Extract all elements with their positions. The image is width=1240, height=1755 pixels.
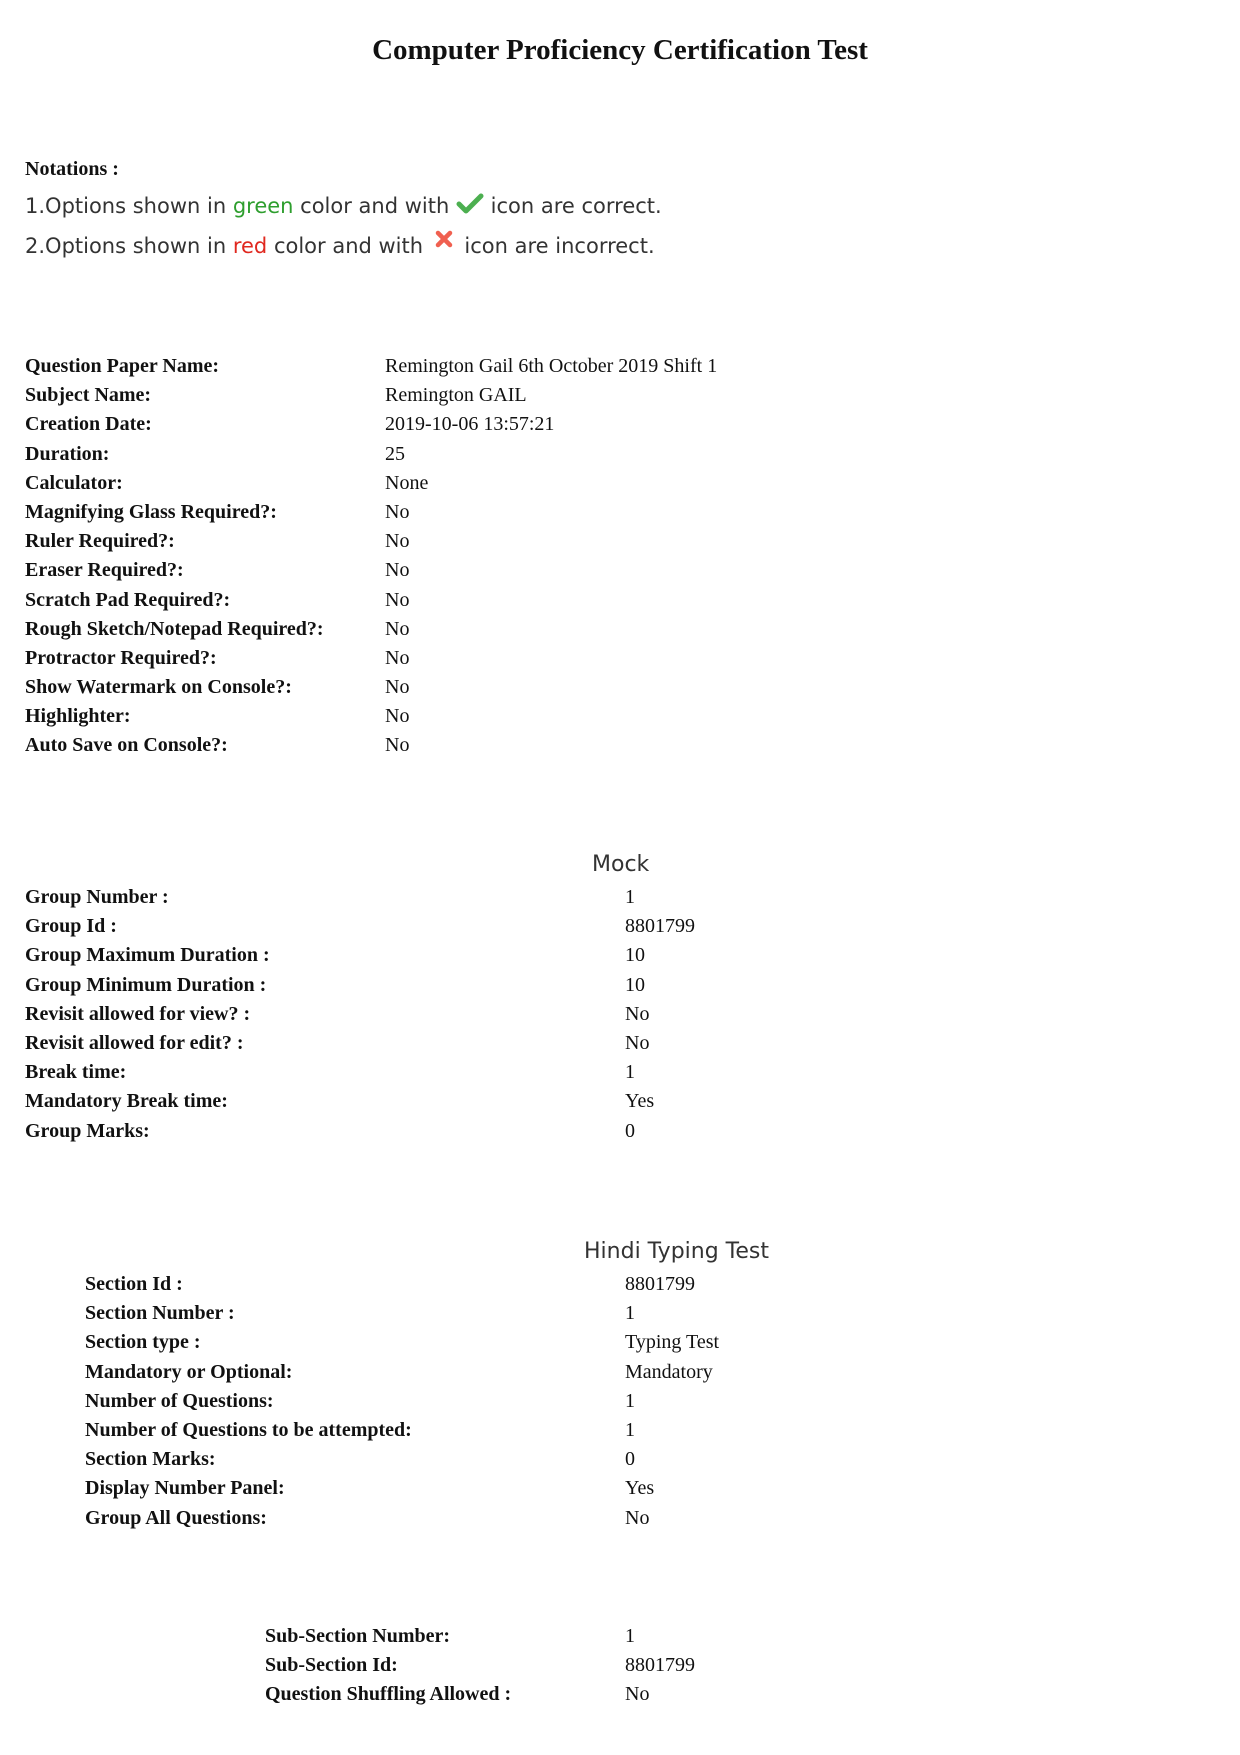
detail-value: No bbox=[385, 646, 410, 669]
detail-key: Question Shuffling Allowed : bbox=[265, 1683, 512, 1706]
detail-value: No bbox=[385, 588, 410, 611]
detail-key: Scratch Pad Required?: bbox=[25, 588, 231, 611]
detail-row bbox=[25, 352, 717, 381]
detail-key: Section Number : bbox=[85, 1302, 235, 1325]
detail-key: Protractor Required?: bbox=[25, 646, 217, 669]
section-heading: Hindi Typing Test bbox=[584, 1239, 770, 1264]
detail-row bbox=[25, 527, 717, 556]
detail-value: No bbox=[385, 559, 410, 582]
detail-key: Sub-Section Id: bbox=[265, 1654, 398, 1677]
detail-value: 10 bbox=[625, 973, 645, 996]
detail-value: None bbox=[385, 471, 429, 494]
detail-row bbox=[25, 1029, 695, 1058]
detail-row bbox=[25, 673, 717, 702]
detail-row bbox=[85, 1474, 719, 1503]
detail-value: No bbox=[385, 676, 410, 699]
detail-key: Rough Sketch/Notepad Required?: bbox=[25, 617, 324, 640]
detail-row bbox=[25, 586, 717, 615]
detail-value: No bbox=[385, 530, 410, 553]
detail-value: 0 bbox=[625, 1448, 635, 1471]
detail-key: Section Id : bbox=[85, 1273, 183, 1295]
notation-color-word-green: green bbox=[232, 194, 294, 218]
detail-row bbox=[25, 912, 695, 941]
detail-key: Magnifying Glass Required?: bbox=[25, 500, 277, 523]
detail-value: 1 bbox=[625, 1418, 635, 1441]
detail-key: Question Paper Name: bbox=[25, 355, 220, 377]
notation-color-word-red: red bbox=[232, 234, 268, 258]
detail-row bbox=[85, 1416, 719, 1445]
detail-row bbox=[25, 971, 695, 1000]
group-details bbox=[25, 883, 695, 1146]
detail-key: Mandatory or Optional: bbox=[85, 1360, 293, 1383]
detail-row bbox=[25, 381, 717, 410]
detail-row bbox=[85, 1328, 719, 1357]
detail-value: 10 bbox=[625, 944, 645, 967]
detail-row bbox=[25, 440, 717, 469]
detail-key: Display Number Panel: bbox=[85, 1477, 285, 1500]
detail-value: 8801799 bbox=[625, 1654, 695, 1677]
detail-value: Mandatory bbox=[625, 1360, 713, 1383]
detail-value: No bbox=[625, 1506, 650, 1529]
detail-value: No bbox=[385, 617, 410, 640]
detail-value: No bbox=[385, 500, 410, 523]
detail-value: No bbox=[625, 1683, 650, 1706]
notations-label: Notations : bbox=[25, 158, 119, 180]
detail-row bbox=[85, 1387, 719, 1416]
detail-key: Show Watermark on Console?: bbox=[25, 676, 292, 699]
detail-value: No bbox=[385, 734, 410, 757]
detail-value: Remington Gail 6th October 2019 Shift 1 bbox=[385, 355, 718, 377]
detail-key: Auto Save on Console?: bbox=[25, 734, 228, 757]
detail-key: Calculator: bbox=[25, 471, 123, 494]
detail-row bbox=[25, 410, 717, 439]
detail-value: 8801799 bbox=[625, 915, 695, 938]
detail-row bbox=[25, 731, 717, 760]
check-icon bbox=[456, 189, 484, 211]
subsection-details bbox=[265, 1622, 695, 1710]
detail-value: 25 bbox=[385, 442, 405, 465]
detail-key: Group Marks: bbox=[25, 1119, 150, 1142]
detail-value: No bbox=[625, 1031, 650, 1054]
notation-line-incorrect bbox=[25, 225, 662, 263]
cross-icon bbox=[430, 225, 458, 247]
detail-row bbox=[25, 644, 717, 673]
detail-row bbox=[85, 1504, 719, 1533]
detail-key: Mandatory Break time: bbox=[25, 1090, 228, 1113]
detail-key: Group Maximum Duration : bbox=[25, 944, 270, 967]
detail-row bbox=[85, 1299, 719, 1328]
detail-value: Yes bbox=[625, 1477, 655, 1500]
detail-row bbox=[265, 1680, 695, 1709]
detail-row bbox=[265, 1651, 695, 1680]
detail-value: 2019-10-06 13:57:21 bbox=[385, 413, 555, 436]
detail-key: Break time: bbox=[25, 1061, 127, 1084]
detail-key: Group Number : bbox=[25, 886, 169, 908]
detail-value: 1 bbox=[625, 1389, 635, 1412]
detail-key: Section Marks: bbox=[85, 1448, 216, 1471]
notation-text: 1.Options shown in bbox=[25, 194, 233, 218]
detail-row bbox=[25, 469, 717, 498]
detail-value: Typing Test bbox=[625, 1331, 720, 1354]
notation-text: icon are incorrect. bbox=[457, 234, 655, 258]
detail-key: Group Id : bbox=[25, 915, 117, 938]
detail-key: Group Minimum Duration : bbox=[25, 973, 267, 996]
detail-key: Creation Date: bbox=[25, 413, 152, 436]
detail-value: 1 bbox=[625, 1302, 635, 1325]
detail-row bbox=[25, 1000, 695, 1029]
group-heading: Mock bbox=[592, 852, 650, 877]
notation-line-correct bbox=[25, 187, 662, 225]
notation-text: color and with bbox=[267, 234, 430, 258]
notation-text: 2.Options shown in bbox=[25, 234, 233, 258]
detail-row bbox=[265, 1622, 695, 1651]
detail-row bbox=[25, 883, 695, 912]
detail-key: Revisit allowed for edit? : bbox=[25, 1031, 244, 1054]
detail-key: Sub-Section Number: bbox=[265, 1625, 451, 1647]
detail-row bbox=[25, 615, 717, 644]
question-paper-details bbox=[25, 352, 717, 761]
detail-row bbox=[85, 1445, 719, 1474]
detail-key: Group All Questions: bbox=[85, 1506, 267, 1529]
detail-value: Yes bbox=[625, 1090, 655, 1113]
detail-key: Section type : bbox=[85, 1331, 201, 1354]
notations-block bbox=[25, 158, 662, 263]
detail-key: Eraser Required?: bbox=[25, 559, 184, 582]
detail-row bbox=[25, 498, 717, 527]
notation-text: icon are correct. bbox=[483, 194, 662, 218]
detail-value: No bbox=[625, 1002, 650, 1025]
detail-row bbox=[25, 1087, 695, 1116]
detail-row bbox=[25, 941, 695, 970]
page-title: Computer Proficiency Certification Test bbox=[372, 34, 868, 66]
detail-value: 1 bbox=[625, 1625, 635, 1647]
detail-value: 0 bbox=[625, 1119, 635, 1142]
detail-value: 8801799 bbox=[625, 1273, 695, 1295]
detail-key: Duration: bbox=[25, 442, 110, 465]
detail-key: Number of Questions to be attempted: bbox=[85, 1418, 412, 1441]
detail-row bbox=[25, 1058, 695, 1087]
detail-row bbox=[85, 1358, 719, 1387]
detail-value: Remington GAIL bbox=[385, 384, 527, 407]
detail-row bbox=[25, 702, 717, 731]
detail-value: 1 bbox=[625, 886, 635, 908]
notation-text: color and with bbox=[293, 194, 456, 218]
detail-key: Number of Questions: bbox=[85, 1389, 274, 1412]
section-details bbox=[85, 1270, 719, 1533]
detail-value: 1 bbox=[625, 1061, 635, 1084]
detail-row bbox=[25, 1117, 695, 1146]
detail-key: Revisit allowed for view? : bbox=[25, 1002, 251, 1025]
detail-key: Ruler Required?: bbox=[25, 530, 175, 553]
detail-row bbox=[85, 1270, 719, 1299]
detail-key: Subject Name: bbox=[25, 384, 152, 407]
detail-key: Highlighter: bbox=[25, 705, 131, 728]
detail-value: No bbox=[385, 705, 410, 728]
detail-row bbox=[25, 556, 717, 585]
